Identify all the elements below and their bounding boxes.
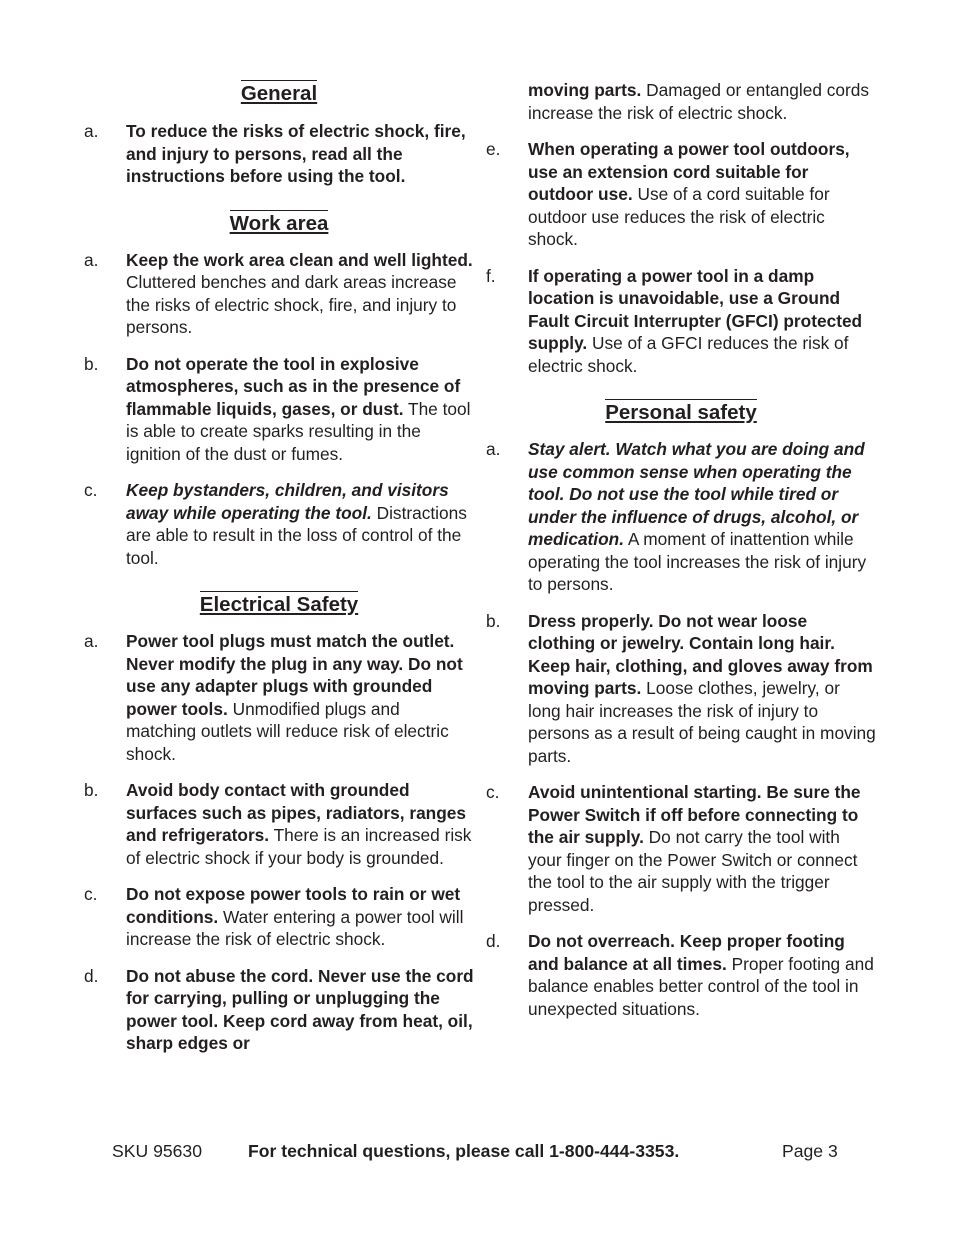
general-heading: General bbox=[240, 82, 318, 105]
electrical-item-c bbox=[84, 883, 474, 951]
item-body-text: Use of a cord suitable for outdoor use reduces the risk of electric shock. bbox=[528, 184, 830, 249]
item-bold-text: Do not abuse the cord. Never use the cord for carrying, pulling or unplugging the power tool. Keep cord away from heat, oil, sharp edges or bbox=[126, 965, 474, 1053]
item-body-text: Damaged or entangled cords increase the risk of electric shock. bbox=[528, 80, 869, 123]
item-bold-text: Do not expose power tools to rain or wet conditions. bbox=[126, 884, 461, 927]
item-bold-text: moving parts. bbox=[528, 80, 642, 100]
footer-page-number: Page 3 bbox=[782, 1141, 838, 1161]
item-body-text: Loose clothes, jewelry, or long hair increases the risk of injury to persons as a result of being caught in moving parts. bbox=[528, 678, 876, 766]
personal-item-d bbox=[486, 930, 876, 1020]
work-item-b bbox=[84, 353, 474, 466]
item-body-text: Proper footing and balance enables better control of the tool in unexpected situations. bbox=[528, 953, 874, 1019]
item-letter: f. bbox=[486, 265, 496, 286]
work-item-a bbox=[84, 249, 474, 339]
item-body-text: Unmodified plugs and matching outlets will reduce risk of electric shock. bbox=[126, 698, 449, 764]
item-letter: a. bbox=[84, 121, 99, 141]
item-letter: c. bbox=[84, 884, 98, 904]
item-letter: c. bbox=[486, 782, 500, 802]
item-bold-text: Power tool plugs must match the outlet. Never modify the plug in any way. Do not use any adapter plugs with grounded power tools. bbox=[126, 631, 463, 719]
personal-safety-heading: Personal safety bbox=[605, 401, 757, 424]
item-bold-text: Keep the work area clean and well lighted. bbox=[126, 249, 473, 270]
personal-item-a bbox=[486, 438, 876, 596]
item-body-text: Use of a GFCI reduces the risk of electric shock. bbox=[528, 333, 849, 376]
item-bold-italic-text: Stay alert. Watch what you are doing and use common sense when operating the tool. Do not use the tool while tired or under the influence of drugs, alcohol, or medication. bbox=[528, 439, 865, 549]
item-letter: d. bbox=[84, 965, 99, 986]
item-letter: a. bbox=[84, 249, 99, 270]
personal-item-b bbox=[486, 610, 876, 768]
item-letter: b. bbox=[486, 610, 501, 631]
general-item-a bbox=[84, 120, 474, 188]
electrical-item-d-continued bbox=[486, 79, 876, 124]
item-bold-text: Do not operate the tool in explosive atmospheres, such as in the presence of flammable liquids, gases, or dust. bbox=[126, 353, 461, 419]
electrical-item-e bbox=[486, 138, 876, 251]
item-letter: a. bbox=[486, 439, 501, 459]
right-column bbox=[486, 79, 876, 1020]
item-bold-text: When operating a power tool outdoors, use an extension cord suitable for outdoor use. bbox=[528, 139, 850, 204]
item-body-text: Do not carry the tool with your finger on the Power Switch or connect the tool to the air supply with the trigger pressed. bbox=[528, 827, 858, 915]
footer-sku: SKU 95630 bbox=[112, 1141, 202, 1161]
item-letter: c. bbox=[84, 480, 98, 500]
item-bold-text: Dress properly. Do not wear loose clothing or jewelry. Contain long hair. Keep hair, clothing, and gloves away from moving parts. bbox=[528, 610, 873, 698]
item-bold-text: Avoid body contact with grounded surfaces such as pipes, radiators, ranges and refrigerators. bbox=[126, 780, 467, 845]
item-bold-text: Do not overreach. Keep proper footing and balance at all times. bbox=[528, 931, 845, 974]
item-body-text: Distractions are able to result in the loss of control of the tool. bbox=[126, 502, 467, 568]
item-body-text: Water entering a power tool will increase the risk of electric shock. bbox=[126, 906, 464, 949]
item-body-text: A moment of inattention while operating the tool increases the risk of injury to persons. bbox=[528, 529, 867, 594]
item-letter: b. bbox=[84, 353, 99, 374]
work-area-heading: Work area bbox=[229, 211, 329, 235]
item-letter: a. bbox=[84, 631, 99, 651]
electrical-item-b bbox=[84, 779, 474, 869]
item-letter: e. bbox=[486, 139, 501, 159]
footer-tech-support: For technical questions, please call 1-800-444-3353. bbox=[248, 1141, 680, 1161]
work-item-c bbox=[84, 479, 474, 569]
item-letter: d. bbox=[486, 931, 501, 951]
item-bold-text: To reduce the risks of electric shock, fire, and injury to persons, read all the instructions before using the tool. bbox=[126, 121, 466, 186]
item-bold-text: If operating a power tool in a damp location is unavoidable, use a Ground Fault Circuit Interrupter (GFCI) protected supply. bbox=[528, 265, 863, 353]
page-footer bbox=[0, 1139, 954, 1163]
electrical-safety-heading: Electrical Safety bbox=[199, 593, 359, 616]
item-bold-text: Avoid unintentional starting. Be sure the Power Switch if off before connecting to the air supply. bbox=[528, 782, 861, 847]
item-letter: b. bbox=[84, 780, 99, 800]
electrical-item-d bbox=[84, 965, 474, 1055]
personal-item-c bbox=[486, 781, 876, 916]
item-bold-italic-text: Keep bystanders, children, and visitors away while operating the tool. bbox=[126, 480, 449, 523]
item-body-text: The tool is able to create sparks resulting in the ignition of the dust or fumes. bbox=[126, 398, 471, 464]
left-column bbox=[84, 80, 474, 1055]
item-body-text: Cluttered benches and dark areas increase the risks of electric shock, fire, and injury to persons. bbox=[126, 272, 457, 337]
item-body-text: There is an increased risk of electric shock if your body is grounded. bbox=[126, 825, 472, 868]
electrical-item-a bbox=[84, 630, 474, 765]
electrical-item-f bbox=[486, 265, 876, 378]
